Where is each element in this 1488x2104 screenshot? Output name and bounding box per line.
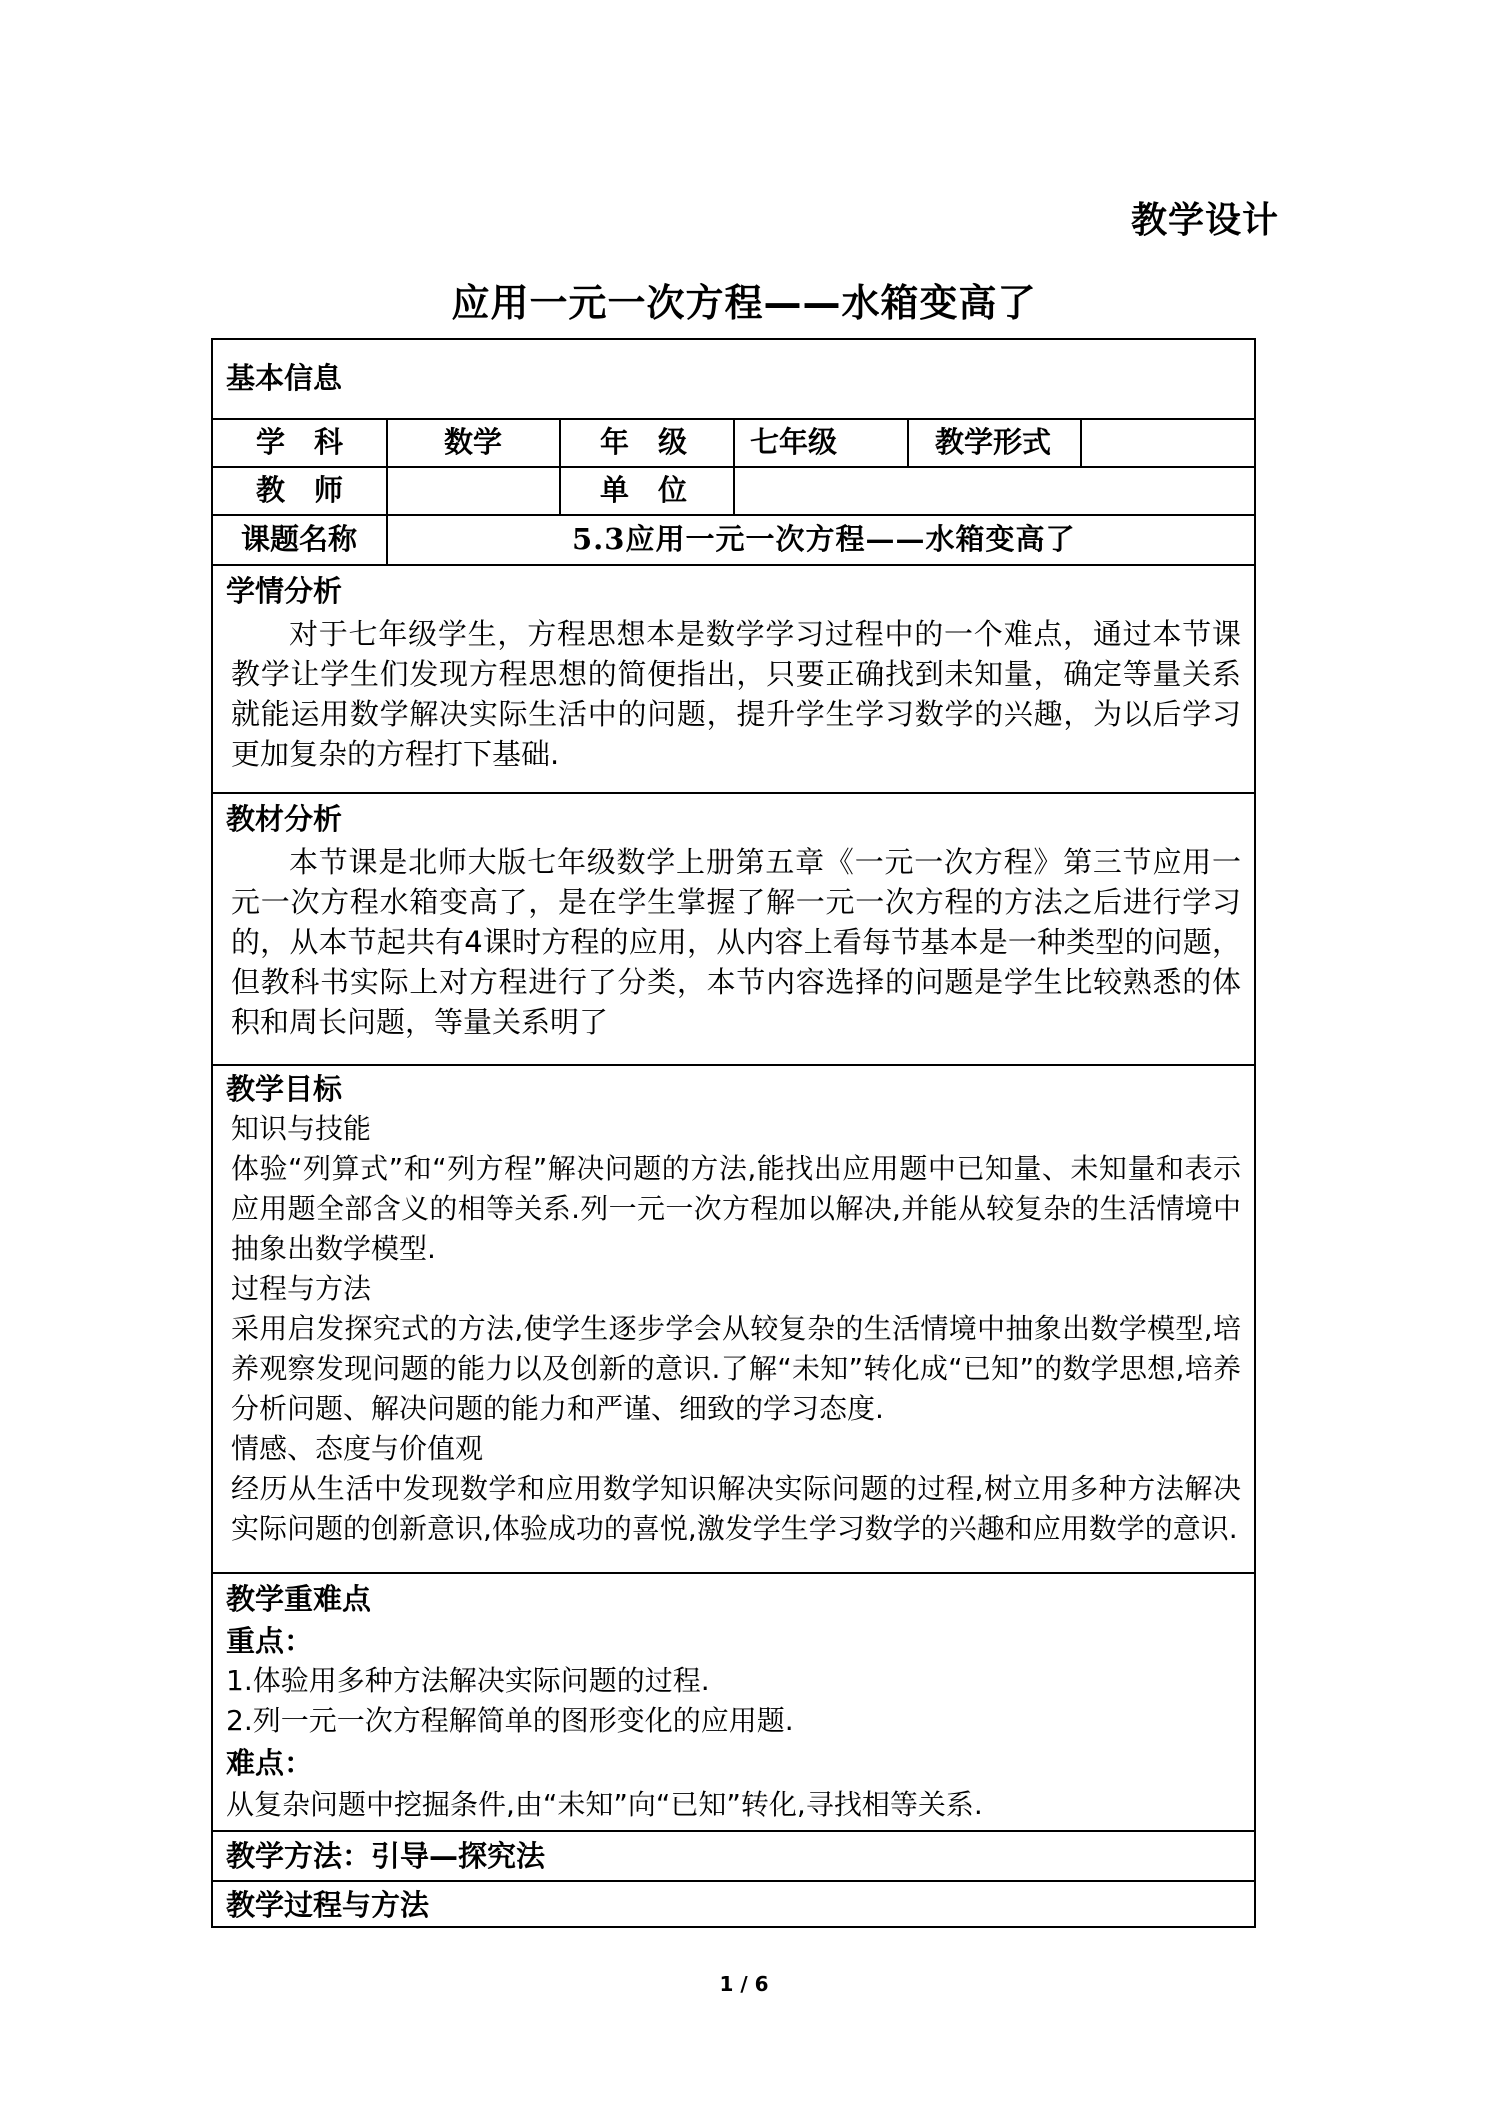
- emotion-title: 情感、态度与价值观: [231, 1432, 484, 1465]
- table-rule: [211, 792, 1256, 794]
- teaching-method: 教学方法：引导—探究法: [226, 1839, 546, 1873]
- basic-info-header: 基本信息: [226, 361, 343, 395]
- difficulty-title: 难点：: [226, 1746, 314, 1780]
- table-column-rule: [733, 418, 735, 514]
- student-analysis-text: 对于七年级学生，方程思想本是数学学习过程中的一个难点，通过本节课教学让学生们发现方程思想的简便指出，只要正确找到未知量，确定等量关系就能运用数学解决实际生活中的问题，提升学生学习数学的兴趣，为以后学习更加复杂的方程打下基础.: [231, 617, 1241, 771]
- student-analysis-header: 学情分析: [226, 574, 343, 608]
- table-column-rule: [1080, 418, 1082, 466]
- table-rule: [211, 1572, 1256, 1574]
- table-rule: [211, 1830, 1256, 1832]
- topic-value: 5.3应用一元一次方程——水箱变高了: [572, 522, 1076, 556]
- teacher-label: 教 师: [256, 473, 344, 507]
- subject-value: 数学: [444, 425, 503, 459]
- document-label: 教学设计: [1130, 200, 1279, 241]
- key-points-header: 教学重难点: [226, 1582, 372, 1616]
- teaching-process-header: 教学过程与方法: [226, 1888, 430, 1922]
- grade-label: 年 级: [600, 425, 688, 459]
- process-title: 过程与方法: [231, 1272, 372, 1305]
- table-rule: [211, 1064, 1256, 1066]
- table-column-rule: [907, 418, 909, 466]
- subject-label: 学 科: [256, 425, 344, 459]
- unit-label: 单 位: [600, 473, 688, 507]
- knowledge-text: 体验“列算式”和“列方程”解决问题的方法,能找出应用题中已知量、未知量和表示应用题全部含义的相等关系.列一元一次方程加以解决,并能从较复杂的生活情境中抽象出数学模型.: [231, 1152, 1241, 1265]
- table-column-rule: [386, 418, 388, 564]
- focus-title: 重点：: [226, 1624, 314, 1658]
- focus-item: 2.列一元一次方程解简单的图形变化的应用题.: [226, 1704, 794, 1737]
- page-title: 应用一元一次方程——水箱变高了: [451, 281, 1037, 325]
- table-rule: [211, 564, 1256, 566]
- table-rule: [211, 1880, 1256, 1882]
- grade-value: 七年级: [750, 425, 838, 459]
- topic-label: 课题名称: [241, 522, 358, 556]
- table-rule: [211, 514, 1256, 516]
- objectives-header: 教学目标: [226, 1072, 343, 1106]
- material-analysis-header: 教材分析: [226, 802, 343, 836]
- table-column-rule: [559, 418, 561, 514]
- focus-item: 1.体验用多种方法解决实际问题的过程.: [226, 1664, 710, 1697]
- teaching-form-label: 教学形式: [935, 425, 1052, 459]
- page-number: 1 / 6: [719, 1972, 769, 1996]
- process-text: 采用启发探究式的方法,使学生逐步学会从较复杂的生活情境中抽象出数学模型,培养观察发现问题的能力以及创新的意识.了解“未知”转化成“已知”的数学思想,培养分析问题、解决问题的能力和严谨、细致的学习态度.: [231, 1312, 1241, 1425]
- knowledge-title: 知识与技能: [231, 1112, 372, 1145]
- material-analysis-text: 本节课是北师大版七年级数学上册第五章《一元一次方程》第三节应用一元一次方程水箱变高了，是在学生掌握了解一元一次方程的方法之后进行学习的，从本节起共有4课时方程的应用，从内容上看每节基本是一种类型的问题，但教科书实际上对方程进行了分类，本节内容选择的问题是学生比较熟悉的体积和周长问题，等量关系明了: [231, 845, 1241, 1039]
- difficulty-text: 从复杂问题中挖掘条件,由“未知”向“已知”转化,寻找相等关系.: [226, 1788, 983, 1821]
- emotion-text: 经历从生活中发现数学和应用数学知识解决实际问题的过程,树立用多种方法解决实际问题的创新意识,体验成功的喜悦,激发学生学习数学的兴趣和应用数学的意识.: [231, 1472, 1241, 1545]
